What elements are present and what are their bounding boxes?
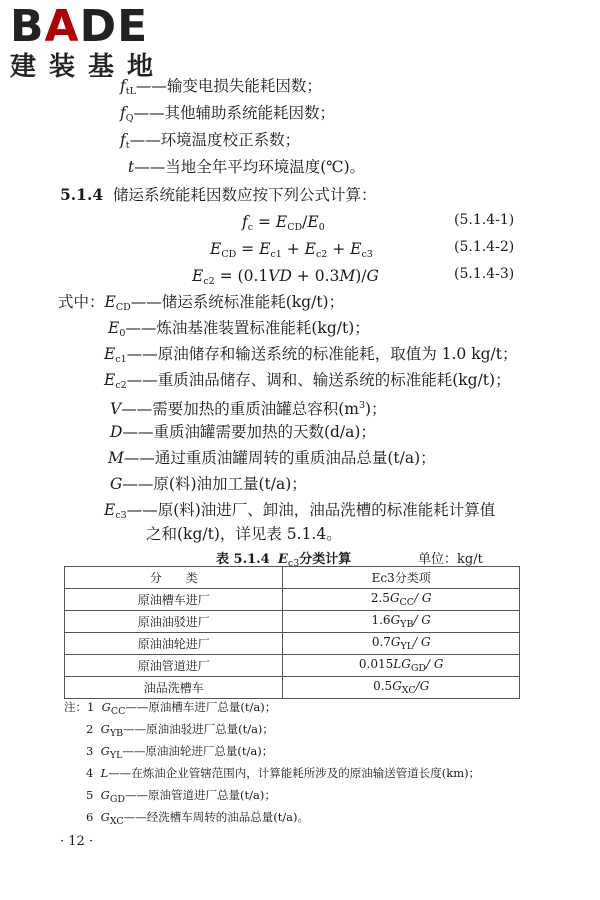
table-row [65,655,520,677]
equation-2: $E_{CD} = E_{c1} + E_{c2} + E_{c3}$ [210,240,373,260]
page-number: · 12 · [60,834,94,849]
def-e0: $E_0——$炼油基准装置标准能耗(kg/t)； [108,319,370,339]
def-fq: $f_Q——$其他辅助系统能耗因数； [120,104,336,124]
row-name: 油品洗槽车 [65,677,283,699]
row-value: $0.7G_{YL}/$ G [283,633,520,655]
equation-2-number: (5.1.4-2) [454,239,515,255]
logo-wordmark: BADE [10,1,149,52]
note-4: 4 L——在炼油企业管辖范围内，计算能耗所涉及的原油输送管道长度(km)； [86,766,481,780]
table-caption: 表 5.1.4 $E_{c3}$分类计算 [216,552,352,569]
equation-3-number: (5.1.4-3) [454,266,515,282]
def-ec3-continuation: 之和(kg/t)，详见表 5.1.4。 [146,525,342,543]
note-1: 注：1 $G_{CC}——$原油槽车进厂总量(t/a)； [64,700,277,717]
def-ec1: $E_{c1}——$原油储存和输送系统的标准能耗，取值为 1.0 kg/t； [104,345,518,365]
note-3: 3 $G_{YL}——$原油油轮进厂总量(t/a)； [86,744,274,761]
table-unit: 单位：kg/t [418,552,483,567]
def-ec3: $E_{c3}——$原(料)油进厂、卸油，油品洗槽的标准能耗计算值 [104,501,496,521]
def-g: G——原(料)油加工量(t/a)； [110,475,307,493]
note-6: 6 $G_{XC}——$经洗槽车周转的油品总量(t/a)。 [86,810,310,827]
table-row [65,611,520,633]
table-row [65,589,520,611]
row-value: $0.5G_{XC}/G$ [283,677,520,699]
def-m: M——通过重质油罐周转的重质油品总量(t/a)； [108,449,436,467]
def-ec2: $E_{c2}——$重质油品储存、调和、输送系统的标准能耗(kg/t)； [104,371,511,391]
equation-3: $E_{c2} = (0.1VD + 0.3M)/G$ [192,267,379,287]
def-v: V——需要加热的重质油罐总容积$(m^3)$； [110,400,387,418]
def-ecd: 式中：$E_{CD}——$储运系统标准能耗(kg/t)； [58,293,345,313]
header-category: 分 类 [65,567,283,589]
classification-table [64,566,520,699]
logo-subtitle: 建装基地 [10,52,167,82]
equation-1: $f_c = E_{CD}/E_0$ [242,213,325,233]
row-value: $0.015LG_{GD}/$ G [283,655,520,677]
header-item: Ec3分类项 [283,567,520,589]
row-name: 原油油驳进厂 [65,611,283,633]
row-name: 原油油轮进厂 [65,633,283,655]
note-5: 5 $G_{GD}——$原油管道进厂总量(t/a)； [86,788,276,805]
equation-1-number: (5.1.4-1) [454,212,515,228]
table-header-row [65,567,520,589]
row-name: 原油管道进厂 [65,655,283,677]
def-t: t——当地全年平均环境温度(℃)。 [128,158,366,176]
logo [10,1,167,82]
def-ftl: $f_{tL}——$输变电损失能耗因数； [120,77,322,97]
note-2: 2 $G_{YB}——$原油油驳进厂总量(t/a)； [86,722,274,739]
table-row [65,633,520,655]
def-ft: $f_t——$环境温度校正系数； [120,131,301,151]
row-value: $2.5G_{CC}/$ G [283,589,520,611]
row-value: $1.6G_{YB}/$ G [283,611,520,633]
def-d: D——重质油罐需要加热的天数(d/a)； [110,423,376,441]
section-heading: 5.1.4 储运系统能耗因数应按下列公式计算： [60,185,377,204]
row-name: 原油槽车进厂 [65,589,283,611]
